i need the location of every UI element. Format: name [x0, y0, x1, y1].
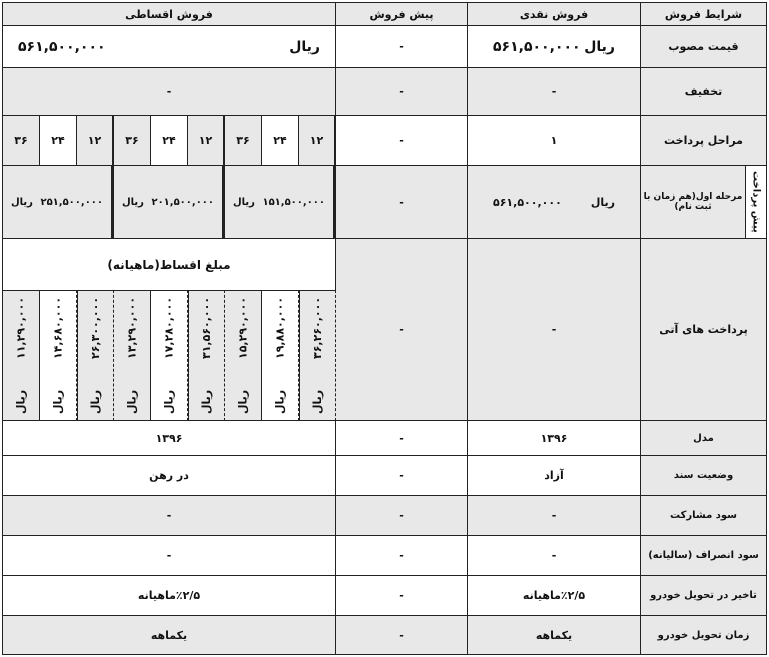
presale-stages: -	[335, 115, 468, 166]
month-count: ۱۲	[187, 115, 225, 166]
unit: ریال	[584, 38, 615, 55]
monthly-installment	[224, 290, 262, 421]
header-presale: پیش فروش	[335, 2, 468, 26]
amount: ۱۹,۸۸۰,۰۰۰	[273, 297, 287, 360]
label-future: پرداخت های آتی	[640, 238, 767, 421]
amount: ۱۱,۲۹۰,۰۰۰	[14, 297, 28, 360]
label-delivery: زمان تحویل خودرو	[640, 615, 767, 655]
month-count: ۳۶	[224, 115, 262, 166]
installment-model: ۱۳۹۶	[2, 420, 336, 456]
amount: ۳۱,۵۶۰,۰۰۰	[200, 297, 213, 360]
header-conditions: شرایط فروش	[640, 2, 767, 26]
unit: ریال	[236, 389, 250, 414]
monthly-installment	[187, 290, 225, 421]
amount: ۵۶۱,۵۰۰,۰۰۰	[493, 38, 581, 55]
cash-delay: ٪۲/۵ماهیانه	[467, 575, 641, 616]
presale-delay: -	[335, 575, 468, 616]
presale-partnership: -	[335, 495, 468, 536]
monthly-installment	[298, 290, 336, 421]
amount: ۱۷,۲۸۰,۰۰۰	[162, 297, 176, 360]
amount: ۱۵۱,۵۰۰,۰۰۰	[262, 196, 325, 208]
cash-price	[467, 25, 641, 68]
presale-model: -	[335, 420, 468, 456]
label-model: مدل	[640, 420, 767, 456]
unit: ریال	[200, 389, 213, 414]
amount: ۵۶۱,۵۰۰,۰۰۰	[493, 195, 562, 209]
cash-cancellation: -	[467, 535, 641, 576]
amount: ۱۴,۶۸۰,۰۰۰	[51, 297, 65, 360]
unit: ریال	[11, 196, 33, 208]
cash-delivery: یکماهه	[467, 615, 641, 655]
amount: ۳۶,۲۶۰,۰۰۰	[311, 297, 324, 360]
amount: ۲۶,۳۰۰,۰۰۰	[89, 297, 102, 360]
header-cash: فروش نقدی	[467, 2, 641, 26]
monthly-installment	[150, 290, 188, 421]
cash-doc_status: آزاد	[467, 455, 641, 496]
unit: ریال	[89, 389, 102, 414]
unit: ریال	[311, 389, 324, 414]
label-doc_status: وضعیت سند	[640, 455, 767, 496]
unit: ریال	[125, 389, 139, 414]
installment-doc_status: در رهن	[2, 455, 336, 496]
unit: ریال	[590, 195, 615, 209]
down-payment	[2, 165, 113, 239]
cash-future: -	[467, 238, 641, 421]
unit: ریال	[122, 196, 144, 208]
monthly-installment	[261, 290, 299, 421]
label-first-stage: مرحله اول(هم زمان با ثبت نام)	[640, 165, 746, 239]
amount: ۱۵,۲۹۰,۰۰۰	[236, 297, 250, 360]
unit: ریال	[273, 389, 287, 414]
unit: ریال	[289, 38, 320, 55]
presale-future: -	[335, 238, 468, 421]
unit: ریال	[233, 196, 255, 208]
monthly-installment	[39, 290, 77, 421]
monthly-installment	[113, 290, 151, 421]
installment-discount: -	[2, 67, 336, 116]
presale-discount: -	[335, 67, 468, 116]
unit: ریال	[162, 389, 176, 414]
installment-delivery: یکماهه	[2, 615, 336, 655]
label-partnership: سود مشارکت	[640, 495, 767, 536]
installment-cancellation: -	[2, 535, 336, 576]
header-installment: فروش اقساطی	[2, 2, 336, 26]
cash-model: ۱۳۹۶	[467, 420, 641, 456]
unit: ریال	[51, 389, 65, 414]
label-discount: تخفیف	[640, 67, 767, 116]
label-prepayment-group: پیش پرداخت	[745, 165, 767, 239]
label-stages: مراحل پرداخت	[640, 115, 767, 166]
presale-doc_status: -	[335, 455, 468, 496]
monthly-installment	[2, 290, 40, 421]
amount: ۱۳,۲۹۰,۰۰۰	[125, 297, 139, 360]
monthly-installment	[76, 290, 114, 421]
installment-price	[2, 25, 336, 68]
down-payment	[224, 165, 335, 239]
cash-stages: ۱	[467, 115, 641, 166]
presale-price: -	[335, 25, 468, 68]
label-price: قیمت مصوب	[640, 25, 767, 68]
amount: ۲۵۱,۵۰۰,۰۰۰	[40, 196, 103, 208]
installment-partnership: -	[2, 495, 336, 536]
unit: ریال	[14, 389, 28, 414]
month-count: ۳۶	[113, 115, 151, 166]
monthly-installments-title: مبلغ اقساط(ماهیانه)	[2, 238, 336, 291]
cash-first-stage	[467, 165, 641, 239]
installment-delay: ٪۲/۵ماهیانه	[2, 575, 336, 616]
presale-delivery: -	[335, 615, 468, 655]
month-count: ۱۲	[76, 115, 114, 166]
presale-cancellation: -	[335, 535, 468, 576]
cash-discount: -	[467, 67, 641, 116]
label-delay: تاخیر در تحویل خودرو	[640, 575, 767, 616]
presale-first-stage: -	[335, 165, 468, 239]
cash-partnership: -	[467, 495, 641, 536]
month-count: ۱۲	[298, 115, 336, 166]
month-count: ۳۶	[2, 115, 40, 166]
down-payment	[113, 165, 224, 239]
month-count: ۲۴	[39, 115, 77, 166]
label-cancellation: سود انصراف (سالیانه)	[640, 535, 767, 576]
month-count: ۲۴	[261, 115, 299, 166]
amount: ۵۶۱,۵۰۰,۰۰۰	[18, 38, 106, 55]
month-count: ۲۴	[150, 115, 188, 166]
amount: ۲۰۱,۵۰۰,۰۰۰	[151, 196, 214, 208]
